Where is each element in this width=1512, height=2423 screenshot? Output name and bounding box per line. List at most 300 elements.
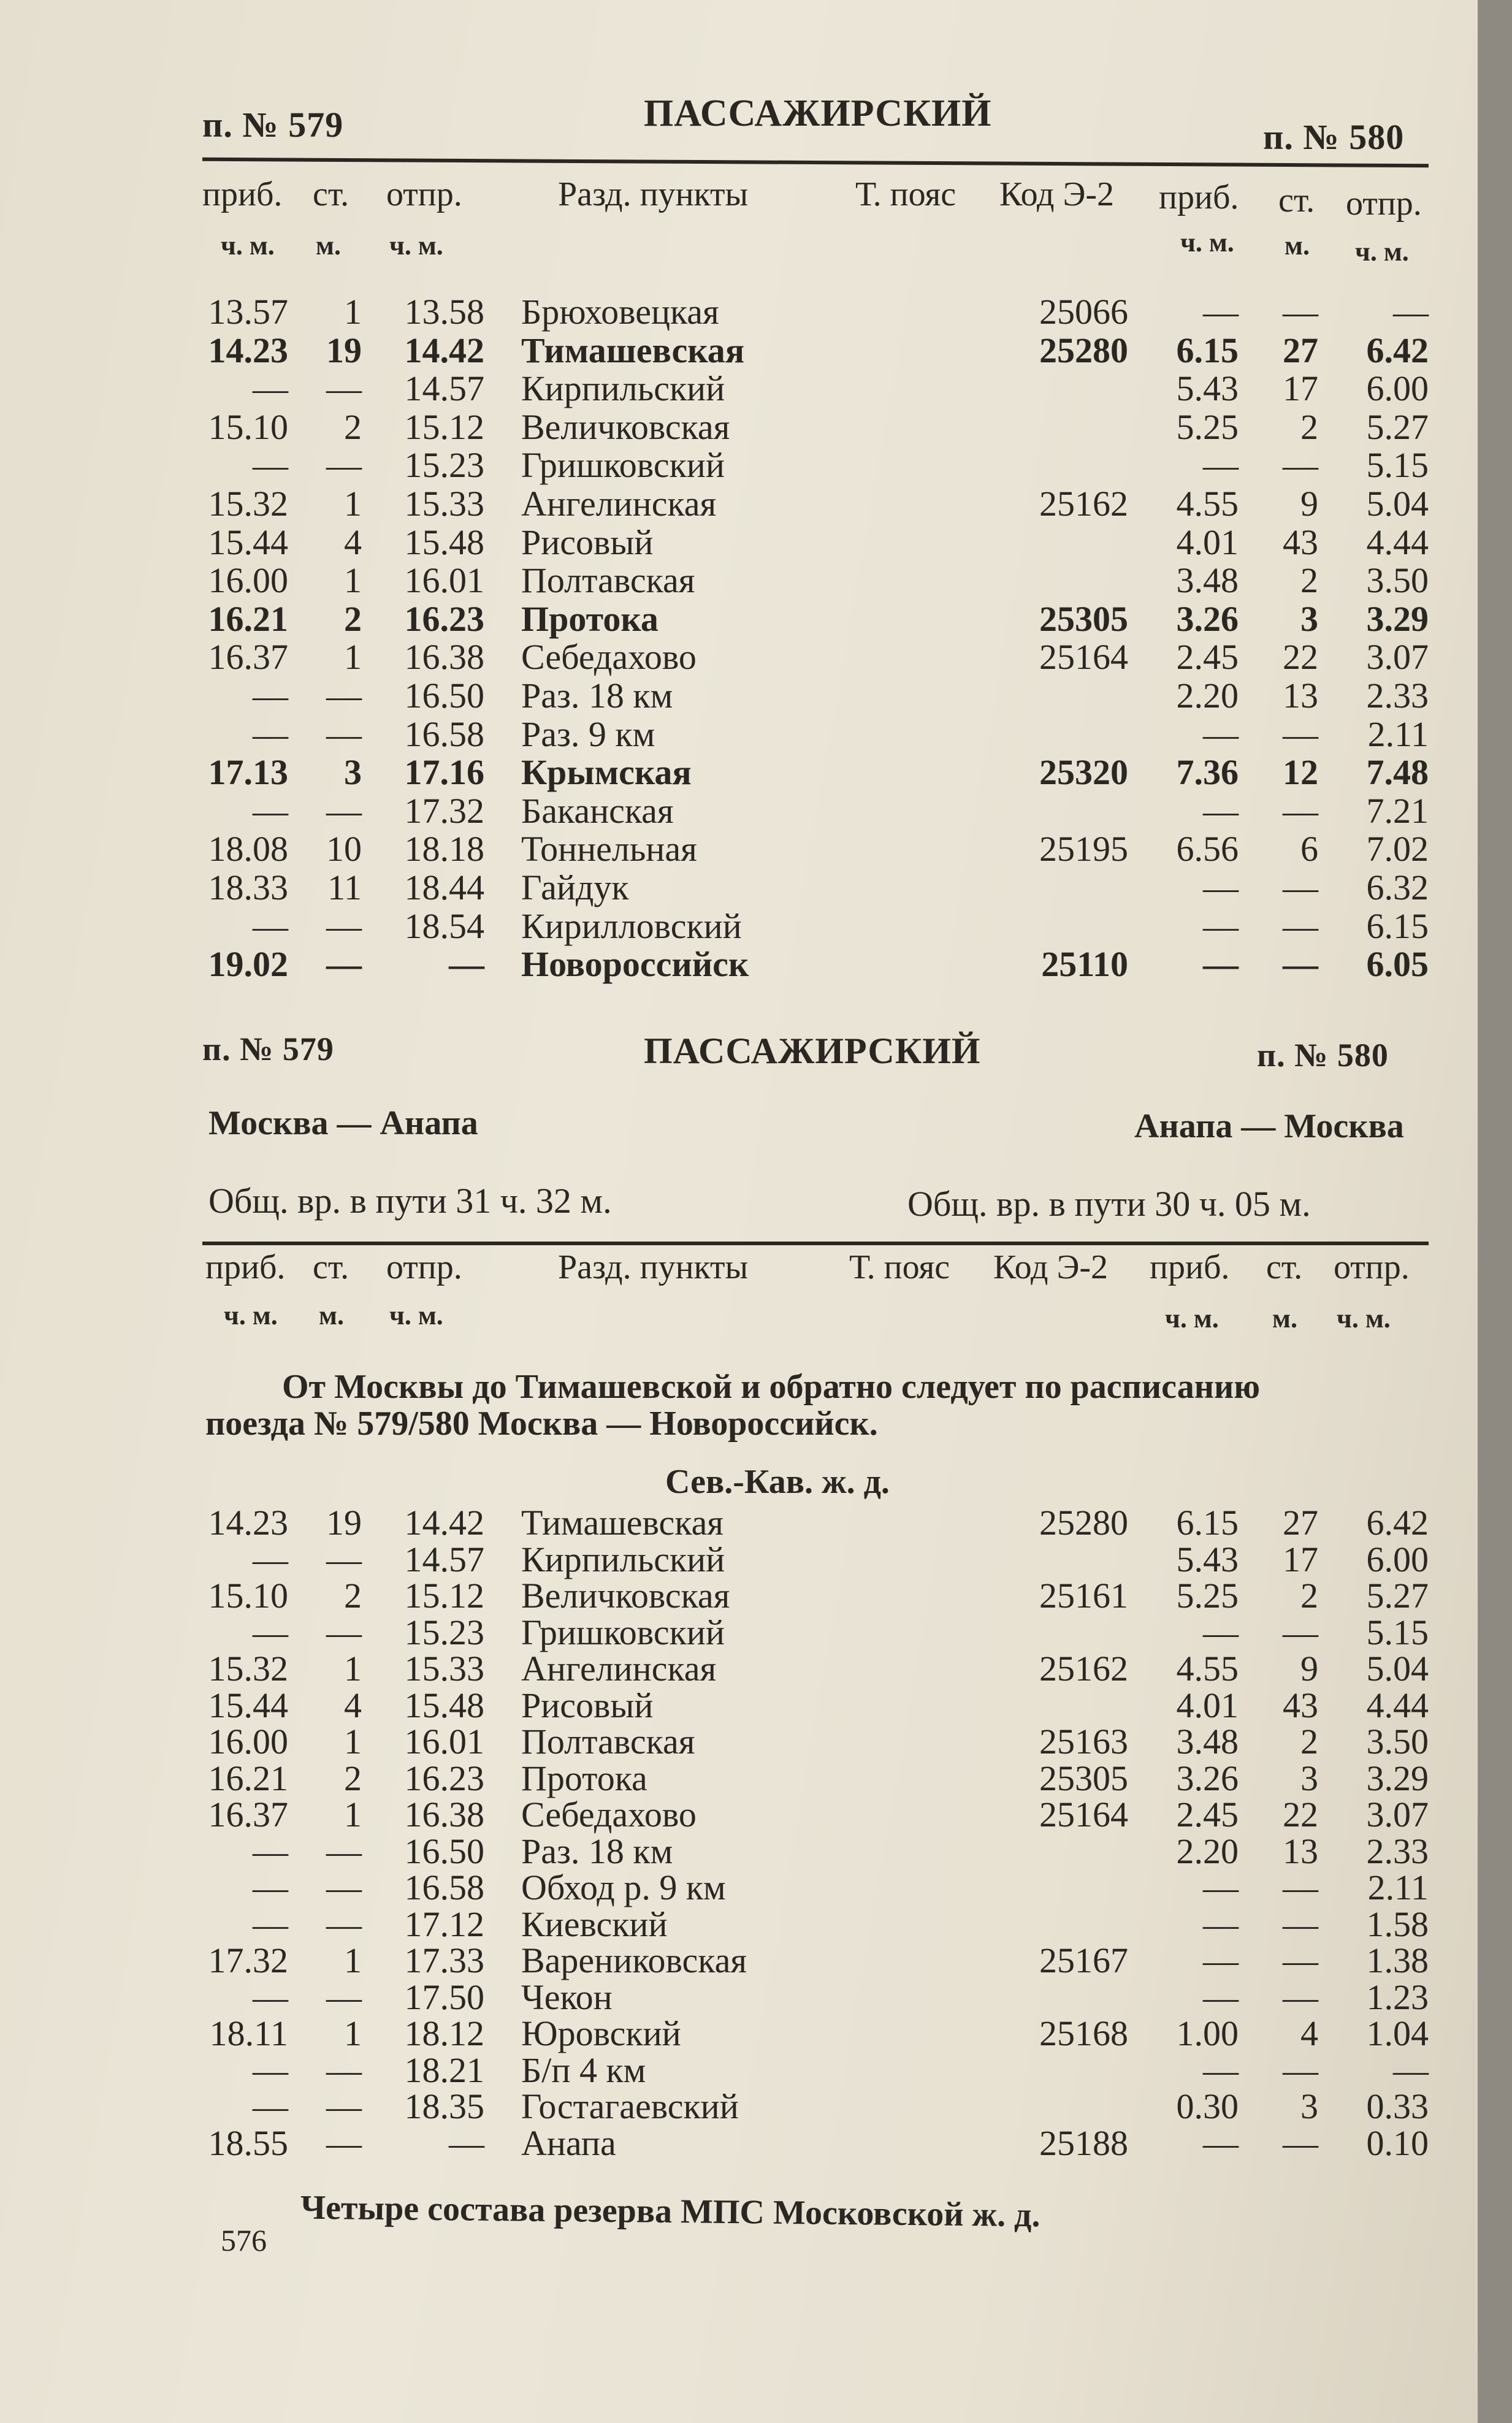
cell-departure-2: 3.50 (1366, 1722, 1429, 1761)
cell-stop: 1 (344, 292, 362, 332)
cell-departure: 15.48 (404, 522, 484, 562)
table-row (0, 1831, 1478, 1870)
unit-m: м. (1285, 231, 1310, 261)
table-row (0, 1575, 1478, 1614)
table-row (0, 1648, 1478, 1687)
cell-station: Рисовый (521, 1685, 654, 1725)
cell-departure: 16.50 (404, 1831, 484, 1871)
note-line-2: поезда № 579/580 Москва — Новороссийск. (205, 1405, 878, 1443)
cell-station: Величковская (521, 1576, 730, 1616)
cell-departure: 17.33 (404, 1940, 484, 1980)
cell-arrival: 15.32 (208, 484, 288, 524)
cell-arrival-2: 5.25 (1176, 1576, 1239, 1616)
cell-code: 25066 (1039, 292, 1128, 332)
cell-stop: — (326, 676, 362, 715)
table-row (0, 406, 1478, 446)
cell-stop: 2 (344, 406, 362, 447)
cell-departure-2: 3.29 (1366, 598, 1429, 639)
col-departure: отпр. (386, 175, 462, 213)
cell-code: 25168 (1039, 2013, 1128, 2053)
cell-station: Величковская (521, 406, 730, 447)
cell-arrival-2: 2.20 (1176, 1831, 1239, 1871)
table-row (0, 1867, 1478, 1906)
cell-stop-2: 9 (1300, 1649, 1318, 1688)
cell-departure: 14.42 (404, 330, 484, 370)
table-row (0, 2086, 1478, 2125)
cell-departure-2: 2.33 (1366, 1831, 1429, 1871)
cell-stop-2: 2 (1300, 560, 1318, 601)
cell-arrival-2: 4.55 (1176, 484, 1239, 524)
cell-departure: — (449, 2123, 484, 2163)
col-arrival-2: приб. (1150, 1248, 1230, 1286)
section-title-2: ПАССАЖИРСКИЙ (644, 1031, 981, 1071)
col-departure-2: отпр. (1334, 1248, 1410, 1286)
cell-departure-2: 7.48 (1366, 752, 1429, 793)
cell-departure: 15.48 (404, 1685, 484, 1725)
col-code: Код Э-2 (993, 1248, 1109, 1286)
cell-station: Гришковский (521, 1612, 725, 1652)
cell-arrival-2: — (1203, 2123, 1239, 2163)
cell-departure-2: 0.10 (1366, 2123, 1429, 2163)
cell-arrival: — (253, 2050, 288, 2090)
table-row (0, 522, 1478, 561)
table-row (0, 330, 1478, 369)
cell-departure-2: 6.32 (1366, 868, 1429, 907)
cell-arrival-2: 5.43 (1176, 368, 1239, 409)
cell-station: Юровский (521, 2013, 681, 2053)
cell-arrival: 16.00 (208, 560, 288, 601)
cell-departure: 18.12 (404, 2013, 484, 2053)
cell-arrival-2: 6.56 (1176, 829, 1239, 869)
cell-departure-2: 3.29 (1366, 1758, 1429, 1798)
cell-arrival: 18.33 (208, 868, 288, 907)
cell-departure: 15.33 (404, 1649, 484, 1688)
cell-station: Тоннельная (521, 829, 697, 869)
cell-departure-2: 5.04 (1366, 484, 1429, 524)
cell-stop-2: 27 (1283, 1503, 1318, 1543)
cell-stop: — (326, 1977, 362, 2017)
cell-arrival: — (253, 790, 288, 831)
table-row (0, 445, 1478, 484)
cell-arrival-2: — (1203, 292, 1239, 332)
cell-stop-2: — (1283, 445, 1318, 486)
table-row (0, 1794, 1478, 1833)
cell-arrival-2: 2.45 (1176, 637, 1239, 677)
cell-arrival: — (253, 1539, 288, 1579)
cell-departure-2: 6.05 (1366, 944, 1429, 985)
cell-departure: 18.54 (404, 906, 484, 946)
cell-arrival: — (253, 1977, 288, 2017)
cell-station: Кирпильский (521, 1539, 725, 1579)
cell-departure: — (449, 944, 484, 985)
cell-arrival: 18.08 (208, 829, 288, 869)
cell-stop: 19 (326, 1503, 362, 1543)
cell-arrival-2: — (1203, 1904, 1239, 1944)
cell-station: Крымская (521, 752, 692, 793)
cell-stop-2: 13 (1283, 676, 1318, 715)
cell-arrival: 14.23 (208, 1503, 288, 1543)
cell-arrival: 15.10 (208, 1576, 288, 1616)
cell-station: Раз. 18 км (521, 1831, 673, 1871)
cell-code: 25162 (1039, 484, 1128, 524)
cell-arrival-2: 3.26 (1176, 598, 1239, 639)
cell-code: 25162 (1039, 1649, 1128, 1688)
cell-departure: 16.38 (404, 1795, 484, 1834)
cell-stop: 10 (326, 829, 362, 869)
cell-stop: 1 (344, 1795, 362, 1834)
cell-code: 25305 (1039, 598, 1128, 639)
cell-arrival: — (253, 1868, 288, 1907)
footer-note: Четыре состава резерва МПС Московской ж. д. (300, 2188, 1040, 2235)
cell-departure: 15.23 (404, 445, 484, 486)
cell-arrival-2: — (1203, 1868, 1239, 1907)
col-stations: Разд. пункты (558, 1248, 749, 1286)
cell-departure: 17.16 (404, 752, 484, 793)
cell-station: Протока (521, 598, 659, 639)
cell-arrival: — (253, 445, 288, 486)
cell-departure: 14.57 (404, 368, 484, 409)
col-code: Код Э-2 (999, 175, 1115, 213)
cell-station: Кирпильский (521, 368, 725, 409)
table-row (0, 752, 1478, 791)
cell-departure-2: 5.27 (1366, 406, 1429, 447)
cell-station: Анапа (521, 2123, 616, 2163)
cell-arrival: 15.10 (208, 406, 288, 447)
cell-code: 25164 (1039, 637, 1128, 677)
cell-departure: 18.35 (404, 2086, 484, 2126)
cell-stop-2: — (1283, 1612, 1318, 1652)
col-timezone: Т. пояс (849, 1248, 950, 1286)
cell-station: Ангелинская (521, 484, 717, 524)
train-number-right: п. № 580 (1263, 117, 1405, 157)
cell-code: 25163 (1039, 1722, 1128, 1761)
cell-departure: 15.12 (404, 1576, 484, 1616)
cell-arrival-2: — (1203, 868, 1239, 907)
table-row (0, 714, 1478, 753)
cell-stop: 19 (326, 330, 362, 370)
cell-departure-2: 0.33 (1366, 2086, 1429, 2126)
cell-stop-2: 43 (1283, 522, 1318, 562)
table-row (0, 1502, 1478, 1541)
cell-departure: 13.58 (404, 292, 484, 332)
cell-departure-2: 6.00 (1366, 1539, 1429, 1579)
cell-departure: 15.33 (404, 484, 484, 524)
cell-arrival: 16.37 (208, 637, 288, 677)
col-departure-2: отпр. (1346, 185, 1422, 223)
cell-stop-2: 9 (1300, 484, 1318, 524)
cell-stop-2: 3 (1300, 2086, 1318, 2126)
col-stop: ст. (313, 1248, 349, 1286)
cell-stop: — (326, 1612, 362, 1652)
cell-arrival: 16.21 (208, 598, 288, 639)
train-number-left-2: п. № 579 (202, 1031, 334, 1067)
header-rule (202, 158, 1429, 167)
cell-arrival: 17.32 (208, 1940, 288, 1980)
cell-departure-2: 4.44 (1366, 1685, 1429, 1725)
cell-departure: 17.50 (404, 1977, 484, 2017)
cell-station: Обход р. 9 км (521, 1868, 726, 1907)
cell-station: Протока (521, 1758, 647, 1798)
cell-stop-2: — (1283, 1940, 1318, 1980)
cell-station: Раз. 9 км (521, 714, 655, 754)
cell-departure: 14.57 (404, 1539, 484, 1579)
table-row (0, 1539, 1478, 1578)
col-departure: отпр. (386, 1248, 462, 1286)
cell-departure: 16.01 (404, 1722, 484, 1761)
table-row (0, 1940, 1478, 1979)
unit-m: м. (316, 231, 341, 261)
cell-arrival: — (253, 1904, 288, 1944)
cell-stop-2: 13 (1283, 1831, 1318, 1871)
table-row (0, 291, 1478, 330)
cell-arrival-2: — (1203, 1612, 1239, 1652)
cell-arrival-2: 4.01 (1176, 1685, 1239, 1725)
cell-arrival: 19.02 (208, 944, 288, 985)
cell-code: 25164 (1039, 1795, 1128, 1834)
cell-departure-2: 5.15 (1366, 1612, 1429, 1652)
cell-station: Раз. 18 км (521, 676, 673, 715)
cell-arrival-2: 1.00 (1176, 2013, 1239, 2053)
cell-departure: 16.01 (404, 560, 484, 601)
cell-stop-2: — (1283, 1868, 1318, 1907)
cell-stop: — (326, 368, 362, 409)
cell-departure-2: 5.27 (1366, 1576, 1429, 1616)
cell-stop: — (326, 445, 362, 486)
table-row (0, 598, 1478, 638)
cell-stop: 2 (344, 1576, 362, 1616)
cell-departure-2: 1.58 (1366, 1904, 1429, 1944)
cell-stop: 11 (327, 868, 362, 907)
cell-stop: 2 (344, 598, 362, 639)
cell-stop: — (326, 1539, 362, 1579)
cell-code: 25320 (1039, 752, 1128, 793)
table-row (0, 1977, 1478, 2016)
cell-departure-2: 6.42 (1366, 330, 1429, 370)
cell-station: Чекон (521, 1977, 613, 2017)
cell-stop: 1 (344, 637, 362, 677)
table-row (0, 1721, 1478, 1760)
route-left: Москва — Анапа (208, 1104, 478, 1142)
cell-station: Гостагаевский (521, 2086, 739, 2126)
cell-stop: — (326, 1868, 362, 1907)
railway-name: Сев.-Кав. ж. д. (665, 1463, 890, 1501)
cell-arrival: — (253, 2086, 288, 2126)
cell-stop-2: — (1283, 944, 1318, 985)
table-row (0, 483, 1478, 522)
unit-hm: ч. м. (1165, 1303, 1219, 1334)
table-row (0, 1758, 1478, 1797)
cell-stop-2: 2 (1300, 1722, 1318, 1761)
unit-m: м. (1272, 1303, 1297, 1334)
cell-stop-2: 22 (1283, 1795, 1318, 1834)
cell-arrival: 16.00 (208, 1722, 288, 1761)
table-row (0, 906, 1478, 945)
cell-stop-2: 2 (1300, 1576, 1318, 1616)
cell-departure: 15.12 (404, 406, 484, 447)
unit-hm: ч. м. (1355, 237, 1409, 267)
col-stop: ст. (313, 175, 349, 213)
table-row (0, 1904, 1478, 1943)
cell-arrival: — (253, 676, 288, 715)
cell-stop: — (326, 1831, 362, 1871)
cell-arrival-2: 6.15 (1176, 1503, 1239, 1543)
cell-departure: 16.50 (404, 676, 484, 715)
cell-stop-2: 2 (1300, 406, 1318, 447)
cell-stop: — (326, 714, 362, 754)
cell-departure-2: 6.42 (1366, 1503, 1429, 1543)
cell-arrival: — (253, 368, 288, 409)
cell-departure: 16.38 (404, 637, 484, 677)
cell-stop-2: — (1283, 714, 1318, 754)
cell-code: 25195 (1039, 829, 1128, 869)
cell-arrival-2: 2.45 (1176, 1795, 1239, 1834)
cell-arrival-2: 4.55 (1176, 1649, 1239, 1688)
cell-arrival: 13.57 (208, 292, 288, 332)
cell-departure-2: 2.11 (1367, 714, 1429, 754)
col-arrival: приб. (205, 1248, 286, 1286)
note-line-1: От Москвы до Тимашевской и обратно следует по расписанию (282, 1368, 1261, 1406)
table-row (0, 2013, 1478, 2052)
cell-stop: — (326, 2123, 362, 2163)
cell-stop: — (326, 944, 362, 985)
cell-departure-2: 6.15 (1366, 906, 1429, 946)
cell-arrival-2: — (1203, 1977, 1239, 2017)
cell-station: Б/п 4 км (521, 2050, 646, 2090)
unit-hm: ч. м. (221, 231, 275, 261)
page-number: 576 (221, 2223, 267, 2257)
cell-station: Ангелинская (521, 1649, 717, 1688)
cell-stop-2: 17 (1283, 368, 1318, 409)
cell-stop: 1 (344, 1722, 362, 1761)
cell-arrival: 15.44 (208, 522, 288, 562)
header-rule-2 (202, 1242, 1429, 1245)
cell-arrival-2: — (1203, 906, 1239, 946)
cell-stop-2: 3 (1300, 598, 1318, 639)
cell-departure-2: 3.07 (1366, 1795, 1429, 1834)
cell-station: Рисовый (521, 522, 654, 562)
cell-departure: 16.23 (404, 1758, 484, 1798)
cell-stop-2: 43 (1283, 1685, 1318, 1725)
cell-stop: 1 (344, 2013, 362, 2053)
cell-arrival-2: 7.36 (1176, 752, 1239, 793)
cell-stop-2: — (1283, 906, 1318, 946)
cell-arrival-2: — (1203, 714, 1239, 754)
cell-arrival-2: 3.26 (1176, 1758, 1239, 1798)
cell-arrival-2: 5.25 (1176, 406, 1239, 447)
cell-station: Гайдук (521, 868, 629, 907)
cell-departure: 16.23 (404, 598, 484, 639)
table-row (0, 2123, 1478, 2162)
cell-code: 25305 (1039, 1758, 1128, 1798)
col-stations: Разд. пункты (558, 175, 749, 213)
cell-stop-2: 6 (1300, 829, 1318, 869)
unit-hm: ч. м. (389, 1300, 443, 1330)
cell-departure: 18.18 (404, 829, 484, 869)
cell-code: 25280 (1039, 330, 1128, 370)
cell-departure: 16.58 (404, 1868, 484, 1907)
table-row (0, 368, 1478, 407)
cell-departure-2: 7.21 (1366, 790, 1429, 831)
train-number-right-2: п. № 580 (1257, 1037, 1389, 1074)
cell-stop-2: 27 (1283, 330, 1318, 370)
cell-stop-2: — (1283, 2123, 1318, 2163)
cell-arrival: — (253, 906, 288, 946)
cell-arrival: 15.44 (208, 1685, 288, 1725)
unit-hm: ч. м. (1180, 227, 1234, 258)
cell-stop: 2 (344, 1758, 362, 1798)
cell-station: Тимашевская (521, 330, 745, 370)
cell-stop: — (326, 1904, 362, 1944)
table-row (0, 636, 1478, 676)
unit-hm: ч. м. (1337, 1303, 1391, 1334)
unit-hm: ч. м. (224, 1300, 278, 1330)
cell-arrival: — (253, 1831, 288, 1871)
cell-station: Себедахово (521, 1795, 697, 1834)
cell-arrival-2: — (1203, 445, 1239, 486)
cell-station: Полтавская (521, 560, 695, 601)
cell-departure: 14.42 (404, 1503, 484, 1543)
cell-stop: 1 (344, 1940, 362, 1980)
cell-station: Брюховецкая (521, 292, 719, 332)
cell-station: Варениковская (521, 1940, 747, 1980)
cell-stop: 4 (344, 522, 362, 562)
cell-stop-2: — (1283, 1904, 1318, 1944)
cell-station: Новороссийск (521, 944, 749, 985)
cell-departure-2: 1.23 (1366, 1977, 1429, 2017)
cell-stop: 4 (344, 1685, 362, 1725)
cell-stop-2: — (1283, 1977, 1318, 2017)
cell-stop: 1 (344, 1649, 362, 1688)
cell-code: 25161 (1039, 1576, 1128, 1616)
cell-station: Полтавская (521, 1722, 695, 1761)
cell-departure-2: 2.11 (1367, 1868, 1429, 1907)
cell-stop: 1 (344, 484, 362, 524)
cell-station: Тимашевская (521, 1503, 724, 1543)
cell-departure: 17.12 (404, 1904, 484, 1944)
cell-stop-2: — (1283, 2050, 1318, 2090)
table-row (0, 675, 1478, 714)
cell-arrival-2: — (1203, 790, 1239, 831)
cell-departure-2: 5.04 (1366, 1649, 1429, 1688)
table-row (0, 560, 1478, 599)
cell-arrival-2: 0.30 (1176, 2086, 1239, 2126)
cell-arrival-2: 6.15 (1176, 330, 1239, 370)
cell-arrival: — (253, 1612, 288, 1652)
col-stop-2: ст. (1266, 1248, 1303, 1286)
cell-departure-2: 3.07 (1366, 637, 1429, 677)
cell-station: Баканская (521, 790, 674, 831)
cell-departure-2: 4.44 (1366, 522, 1429, 562)
cell-stop-2: 22 (1283, 637, 1318, 677)
cell-arrival-2: — (1203, 944, 1239, 985)
cell-arrival: 16.37 (208, 1795, 288, 1834)
cell-departure: 15.23 (404, 1612, 484, 1652)
cell-arrival-2: 2.20 (1176, 676, 1239, 715)
cell-code: 25167 (1039, 1940, 1128, 1980)
cell-departure-2: 7.02 (1366, 829, 1429, 869)
cell-arrival-2: — (1203, 1940, 1239, 1980)
cell-arrival-2: 3.48 (1176, 1722, 1239, 1761)
cell-stop: — (326, 790, 362, 831)
table-row (0, 1612, 1478, 1651)
cell-station: Себедахово (521, 637, 697, 677)
table-row (0, 2050, 1478, 2089)
route-right: Анапа — Москва (1134, 1107, 1404, 1145)
unit-m: м. (319, 1300, 344, 1330)
cell-stop-2: — (1283, 868, 1318, 907)
cell-stop-2: 17 (1283, 1539, 1318, 1579)
table-row (0, 944, 1478, 983)
